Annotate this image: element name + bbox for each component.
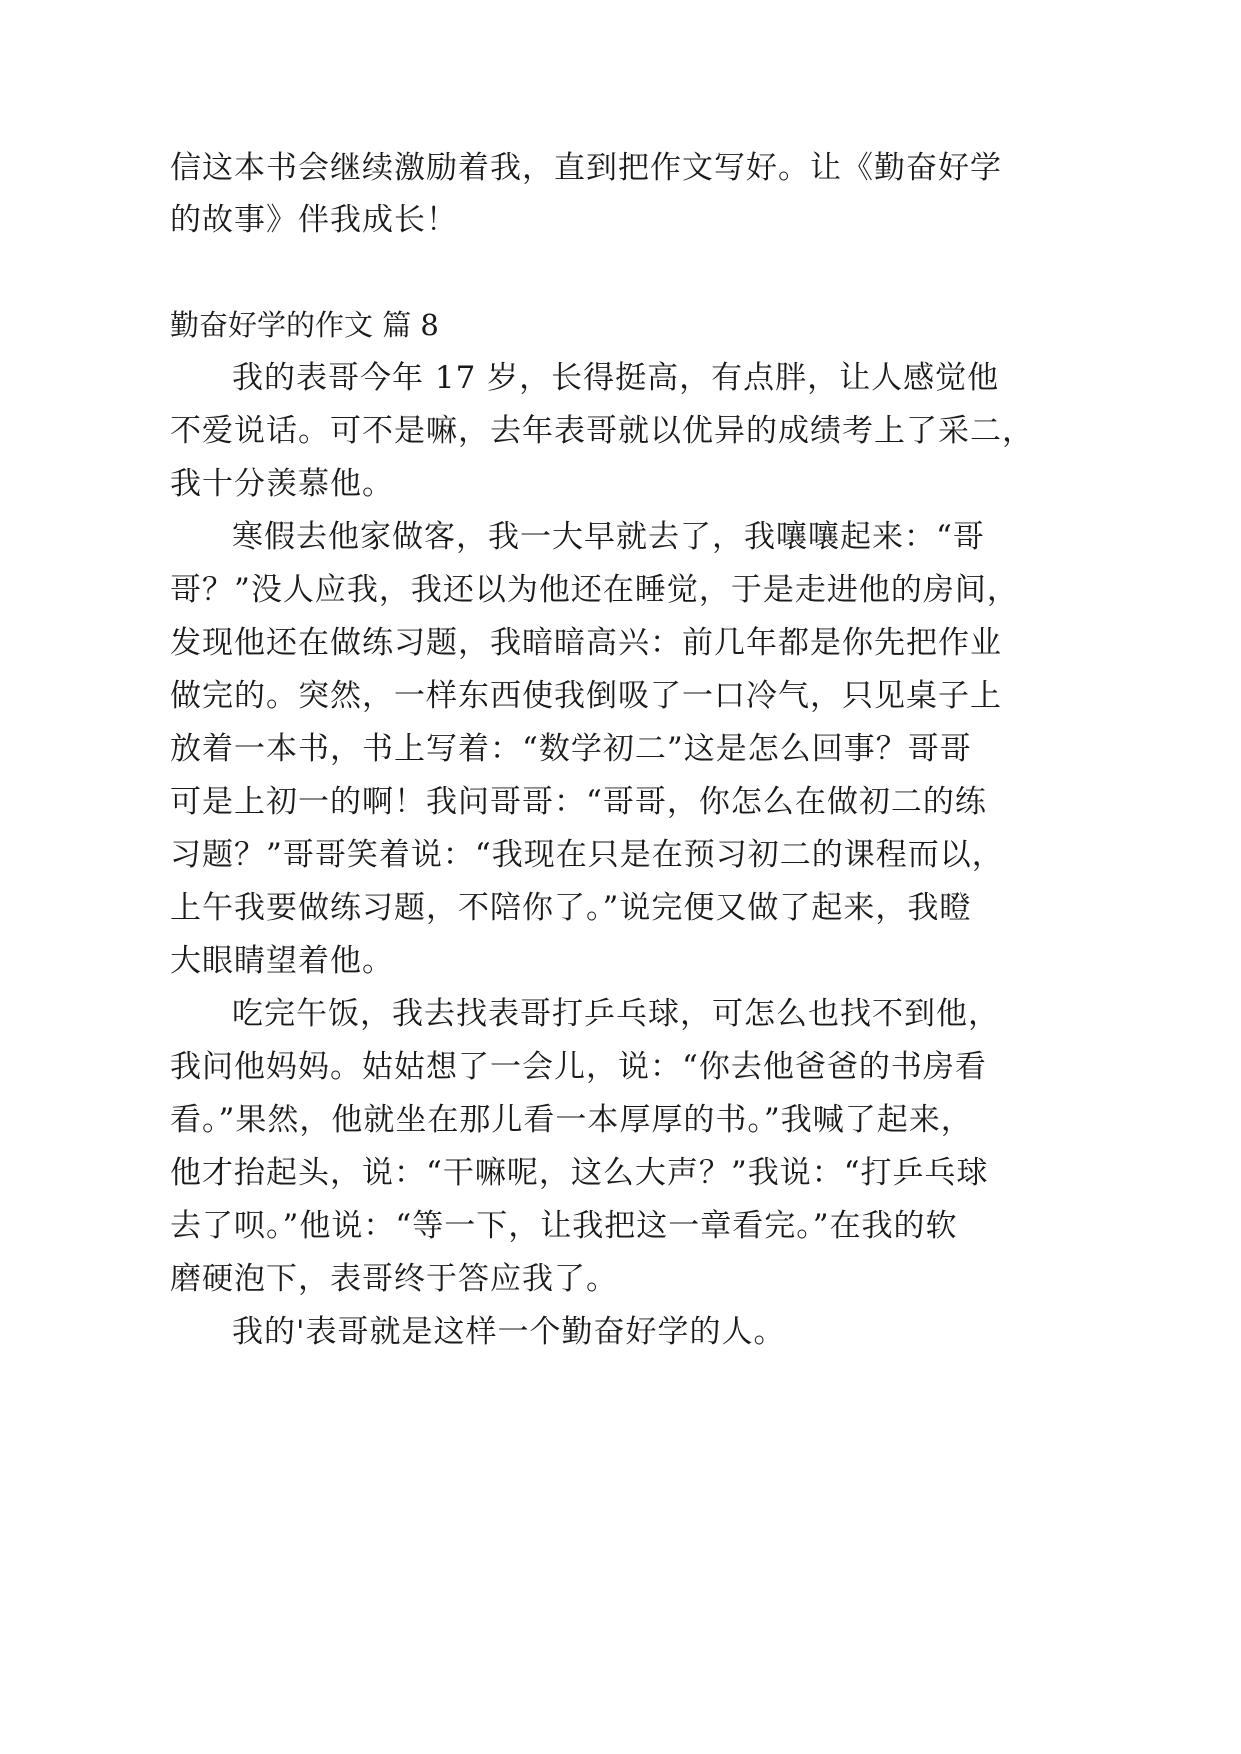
text-line: 他才抬起头，说：“干嘛呢，这么大声？”我说：“打乒乓球 [170,1155,989,1191]
text-line: 可是上初一的啊！我问哥哥：“哥哥，你怎么在做初二的练 [170,784,987,820]
text-line: 我的表哥今年 17 岁，长得挺高，有点胖，让人感觉他 [232,360,1000,396]
text-line: 的故事》伴我成长！ [170,202,458,238]
text-line: 不爱说话。可不是嘛，去年表哥就以优异的成绩考上了采二， [170,413,1034,449]
text-line: 寒假去他家做客，我一大早就去了，我嚷嚷起来：“哥 [232,519,985,555]
text-line: 做完的。突然，一样东西使我倒吸了一口冷气，只见桌子上 [170,678,1002,714]
text-line: 发现他还在做练习题，我暗暗高兴：前几年都是你先把作业 [170,625,1002,661]
text-line: 我十分羡慕他。 [170,466,394,502]
text-line: 哥？”没人应我，我还以为他还在睡觉，于是走进他的房间， [170,572,1019,608]
text-line: 大眼睛望着他。 [170,943,394,979]
text-line: 我的'表哥就是这样一个勤奋好学的人。 [232,1314,786,1350]
text-line: 吃完午饭，我去找表哥打乒乓球，可怎么也找不到他， [232,996,1000,1032]
text-line: 我问他妈妈。姑姑想了一会儿，说：“你去他爸爸的书房看 [170,1049,987,1085]
text-line: 去了呗。”他说：“等一下，让我把这一章看完。”在我的软 [170,1208,958,1244]
text-line: 看。”果然，他就坐在那儿看一本厚厚的书。”我喊了起来， [170,1102,973,1138]
text-line: 磨硬泡下，表哥终于答应我了。 [170,1261,618,1297]
text-line: 放着一本书，书上写着：“数学初二”这是怎么回事？哥哥 [170,731,972,767]
text-line: 信这本书会继续激励着我，直到把作文写好。让《勤奋好学 [170,150,1002,186]
text-line: 习题？”哥哥笑着说：“我现在只是在预习初二的课程而以， [170,837,1004,873]
text-line: 上午我要做练习题，不陪你了。”说完便又做了起来，我瞪 [170,890,972,926]
section-heading: 勤奋好学的作文 篇 8 [170,308,439,342]
